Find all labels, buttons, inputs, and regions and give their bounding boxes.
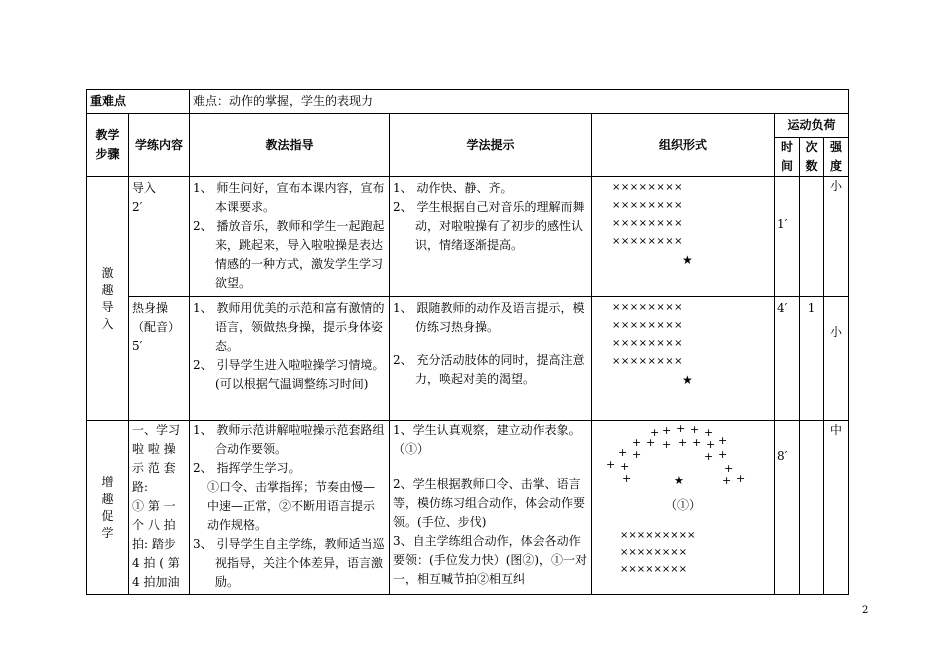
formation-cell	[592, 421, 775, 595]
learning-item: 3、自主学练组合动作，体会各动作要领：(手位发力快）(图②)，①一对一，相互喊节拍②相互纠	[393, 534, 588, 586]
learning-item: 1、学生认真观察，建立动作表象。（①）	[393, 423, 581, 456]
header-step: 教学步骤	[87, 114, 129, 177]
stage-name: 增趣促学	[87, 421, 129, 595]
key-points-label: 重难点	[87, 90, 190, 114]
content-line: 个 八 拍	[132, 518, 176, 532]
teaching-item: 3、 引导学生自主学练，教师适当巡视指导，关注个体差异，语言激励。	[193, 537, 385, 589]
content-line: 导入	[132, 181, 157, 195]
teaching-item: 1、 教师示范讲解啦啦操示范套路组合动作要领。	[193, 423, 385, 456]
learning-item: 2、 学生根据自己对音乐的理解而舞动，对啦啦操有了初步的感性认识，情绪逐渐提高。	[393, 200, 585, 252]
content-line: 示 范 套	[132, 461, 176, 475]
content-cell	[129, 421, 190, 595]
table-row	[87, 177, 849, 297]
page-number: 2	[862, 605, 869, 616]
formation-line: ××××××××	[612, 182, 684, 193]
formation-cell	[592, 297, 775, 421]
intensity-cell: 小	[824, 177, 849, 297]
formation-line: ××××××××	[612, 356, 684, 367]
teaching-cell	[190, 297, 390, 421]
learning-item: 1、 跟随教师的动作及语言提示，模仿练习热身操。	[393, 301, 585, 334]
header-intensity: 强度	[824, 138, 849, 177]
content-line: 5′	[132, 339, 143, 353]
header-count: 次数	[800, 138, 824, 177]
content-line: 2′	[132, 200, 143, 214]
formation-line: ××××××××	[612, 200, 684, 211]
teaching-item: 1、 师生问好，宣布本课内容，宣布本课要求。	[193, 181, 385, 214]
teaching-cell	[190, 177, 390, 297]
content-line: 啦 啦 操	[132, 442, 176, 456]
formation-line: ××××××××	[612, 338, 684, 349]
content-line: 一、学习	[132, 423, 181, 437]
formation-cell	[592, 177, 775, 297]
key-points-row	[87, 90, 849, 114]
header-content: 学练内容	[129, 114, 190, 177]
teaching-item: 1、 教师用优美的示范和富有激情的语言，领做热身操，提示身体姿态。	[193, 301, 385, 353]
table-row	[87, 421, 849, 595]
count-cell	[800, 421, 824, 595]
header-load: 运动负荷	[775, 114, 849, 138]
key-points-text: 难点：动作的掌握，学生的表现力	[190, 90, 849, 114]
time-cell: 1′	[775, 177, 800, 297]
content-cell	[129, 297, 190, 421]
intensity-cell: 中	[824, 421, 849, 595]
learning-cell	[390, 297, 592, 421]
learning-item: 2、 充分活动肢体的同时，提高注意力，唤起对美的渴望。	[393, 353, 585, 386]
learning-cell	[390, 421, 592, 595]
time-cell: 4′	[775, 297, 800, 421]
teacher-star-icon: ★	[682, 373, 693, 387]
teacher-star-icon: ★	[682, 253, 693, 267]
formation-line: ×××××××××	[620, 530, 696, 541]
content-line: ① 第 一	[132, 499, 176, 513]
content-line: 热身操	[132, 301, 169, 315]
content-cell	[129, 177, 190, 297]
formation-line: ××××××××	[620, 547, 688, 558]
teaching-item: 2、 播放音乐，教师和学生一起跑起来，跳起来，导入啦啦操是表达情感的一种方式，激发学生学习欲望。	[193, 219, 385, 290]
circle-formation: + + + + + + + + + + + + + + + + + + + + + + ★	[592, 421, 774, 496]
table-row	[87, 297, 849, 421]
teaching-cell	[190, 421, 390, 595]
stage-name: 激趣导入	[87, 177, 129, 421]
learning-cell	[390, 177, 592, 297]
header-row-1	[87, 114, 849, 138]
learning-item: 2、学生根据教师口令、击掌、语言等，模仿练习组合动作，体会动作要领。(手位、步伐)	[393, 477, 586, 529]
content-line: （配音）	[132, 320, 181, 334]
formation-line: ××××××××	[612, 320, 684, 331]
intensity-cell: 小	[824, 297, 849, 421]
formation-line: ××××××××	[620, 564, 688, 575]
formation-line: ××××××××	[612, 302, 684, 313]
content-line: 路:	[132, 480, 149, 494]
formation-line: ××××××××	[612, 218, 684, 229]
teacher-star-icon: ★	[674, 474, 684, 487]
header-organization: 组织形式	[592, 114, 775, 177]
header-time: 时间	[775, 138, 800, 177]
header-teaching: 教法指导	[190, 114, 390, 177]
count-cell	[800, 177, 824, 297]
count-cell: 1	[800, 297, 824, 421]
time-cell: 8′	[775, 421, 800, 595]
teaching-item: 2、 指挥学生学习。	[193, 461, 301, 475]
learning-item: 1、 动作快、静、齐。	[393, 181, 513, 195]
figure-label: （①）	[665, 498, 702, 512]
lesson-plan-table	[86, 89, 849, 595]
content-line: 拍: 踏步	[132, 537, 176, 551]
content-line: 4 拍加油	[132, 575, 180, 589]
content-line: 4 拍 ( 第	[132, 556, 180, 570]
teaching-item: ①口令、击掌指挥；节奏由慢—中速—正常，②不断用语言提示动作规格。	[207, 480, 376, 532]
formation-line: ××××××××	[612, 236, 684, 247]
header-learning: 学法提示	[390, 114, 592, 177]
teaching-item: 2、 引导学生进入啦啦操学习情境。(可以根据气温调整练习时间)	[193, 358, 385, 391]
